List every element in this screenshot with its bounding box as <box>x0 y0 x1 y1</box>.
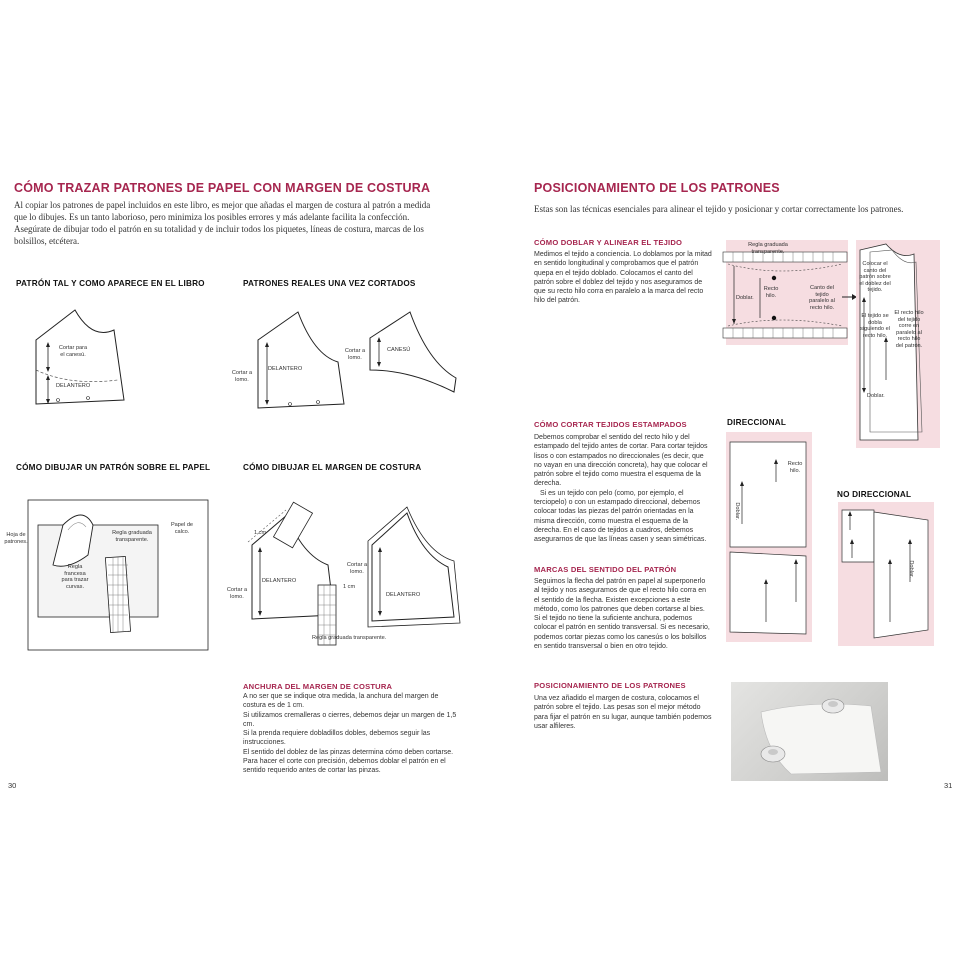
photo-illustration <box>731 682 888 781</box>
nodir-doblar-label: Doblar. <box>908 560 915 579</box>
sec1-title: PATRÓN TAL Y COMO APARECE EN EL LIBRO <box>16 279 205 288</box>
seam-cortar-lomo-label: Cortar a lomo. <box>226 587 248 600</box>
printed-title: CÓMO CORTAR TEJIDOS ESTAMPADOS <box>534 420 687 429</box>
regla-graduada-label: Regla graduada transparente. <box>112 530 152 543</box>
right-page-number: 31 <box>944 781 953 790</box>
fold-colocar-label: Colocar el canto del patrón sobre el doblez del tejido. <box>859 261 891 293</box>
hoja-patrones-label: Hoja de patrones. <box>4 532 28 545</box>
marks-body: Seguimos la flecha del patrón en papel al superponerlo al tejido y nos aseguramos de que el recto hilo corra en el sentido de la flecha. Existen excepciones a este método, como los patrones que deben cortarse al bies. Si el tejido no tiene la suficiente anchura, podemos colocar el patrón en sentido transversal. Si es necesario, podemos cortar piezas como los canesús o los bolsillos en sentido transversal o bien en otro tejido. <box>534 578 710 651</box>
regla-francesa-label: Regla francesa para trazar curvas. <box>61 564 89 590</box>
drawing-on-paper-figure <box>8 495 218 655</box>
printed-p2: Si es un tejido con pelo (como, por ejemplo, el terciopelo) o con un estampado direccional, debemos colocar todas las piezas del patrón orientadas en la misma dirección, como muestra el esquema de la derecha. En el caso de tejidos a cuadros, debemos asegurarnos de que las líneas casen y sean simétricas. <box>534 489 707 544</box>
book-delantero-label: DELANTERO <box>56 383 91 389</box>
book-cortar-label: Cortar para el canesú. <box>58 345 88 358</box>
un-cm-label: 1 cm <box>254 530 267 536</box>
fold-doblar-label: Doblar. <box>736 295 754 301</box>
sec5-p2: Si utilizamos cremalleras o cierres, debemos dejar un margen de 1,5 cm. <box>243 711 457 728</box>
sec4-title: CÓMO DIBUJAR EL MARGEN DE COSTURA <box>243 463 422 472</box>
seam-cortar-lomo2-label: Cortar a lomo. <box>346 562 368 575</box>
cut-cortar-lomo-label: Cortar a lomo. <box>231 370 253 383</box>
marks-title: MARCAS DEL SENTIDO DEL PATRÓN <box>534 565 677 574</box>
cut-cortar-lomo2-label: Cortar a lomo. <box>344 348 366 361</box>
sec5-p3: Si la prenda requiere dobladillos dobles, debemos seguir las instrucciones. <box>243 730 431 747</box>
dir-recto-hilo-label: Recto hilo. <box>787 461 803 474</box>
fold-recto-hilo-label: Recto hilo. <box>763 286 779 299</box>
un-cm2-label: 1 cm <box>343 584 356 590</box>
sec5-p4: El sentido del doblez de las pinzas determina cómo deben cortarse. Para hacer el corte con precisión, debemos doblar el patrón en el sentido requerido antes de cortar las pinzas. <box>243 748 454 775</box>
papel-calco-label: Papel de calco. <box>170 522 194 535</box>
seam-regla-label: Regla graduada transparente. <box>312 635 387 641</box>
fold-canto-label: Canto del tejido paralelo al recto hilo. <box>809 285 835 311</box>
fold-title: CÓMO DOBLAR Y ALINEAR EL TEJIDO <box>534 238 683 247</box>
fold-tejido-dobla-label: El tejido se dobla siguiendo el recto hilo. <box>860 313 890 339</box>
no-direccional-label: NO DIRECCIONAL <box>837 490 912 499</box>
right-page-title: POSICIONAMIENTO DE LOS PATRONES <box>534 181 780 195</box>
fold-body: Medimos el tejido a conciencia. Lo doblamos por la mitad en sentido longitudinal y comprobamos que el patrón quepa en el tejido doblado. Colocamos el canto del patrón sobre el doblez del tejido y nos aseguramos de que su recto hilo corra en paralelo a la marca del recto hilo del patrón. <box>534 251 712 305</box>
fold-doblar2-label: Doblar. <box>867 393 885 399</box>
sec2-title: PATRONES REALES UNA VEZ CORTADOS <box>243 279 416 288</box>
printed-p1: Debemos comprobar el sentido del recto hilo y del estampado del tejido antes de cortar. Para cortar tejidos lisos o con estampados no direccionales (es decir, que no vayan en una dirección concreta), hay que colocar el patrón sobre el tejido como muestra el esquema de la derecha. <box>534 434 708 488</box>
direccional-label: DIRECCIONAL <box>727 418 787 427</box>
sec5-title: ANCHURA DEL MARGEN DE COSTURA <box>243 682 393 691</box>
sec5-body <box>243 692 461 776</box>
seam-delantero-label: DELANTERO <box>262 578 297 584</box>
sec5-p1: A no ser que se indique otra medida, la anchura del margen de costura es de 1 cm. <box>243 693 439 710</box>
seam-delantero2-label: DELANTERO <box>386 592 421 598</box>
fold-recto-corre-label: El recto hilo del tejido corre en paralelo al recto hilo del patrón. <box>894 310 924 349</box>
printed-body <box>534 433 712 545</box>
placement-body: Una vez añadido el margen de costura, colocamos el patrón sobre el tejido. Las pesas son el mejor método para fijar el patrón en su lugar, aunque también podemos usar alfileres. <box>534 695 712 730</box>
left-intro: Al copiar los patrones de papel incluidos en este libro, es mejor que añadas el margen de costura al patrón a medida que lo dibujes. Es un tanto laborioso, pero minimiza los posibles errores y más adelante facilita la confección. Asegúrate de dibujar todo el patrón en su totalidad y de incluir todos los piquetes, líneas de costura, marcas de los bolsillos, etcétera. <box>14 200 431 246</box>
sec3-title: CÓMO DIBUJAR UN PATRÓN SOBRE EL PAPEL <box>16 463 211 472</box>
cut-canesu-label: CANESÚ <box>387 347 411 353</box>
cut-delantero-label: DELANTERO <box>268 366 303 372</box>
left-page-number: 30 <box>8 781 17 790</box>
pattern-weights-photo <box>731 682 888 781</box>
placement-title: POSICIONAMIENTO DE LOS PATRONES <box>534 681 686 690</box>
right-intro: Estas son las técnicas esenciales para alinear el tejido y posicionar y cortar correctamente los patrones. <box>534 204 904 214</box>
dir-doblar-label: Doblar. <box>734 502 741 521</box>
left-page-title: CÓMO TRAZAR PATRONES DE PAPEL CON MARGEN DE COSTURA <box>14 181 431 195</box>
fold-regla-label: Regla graduada transparente. <box>748 242 788 255</box>
no-direccional-figure <box>838 502 936 648</box>
